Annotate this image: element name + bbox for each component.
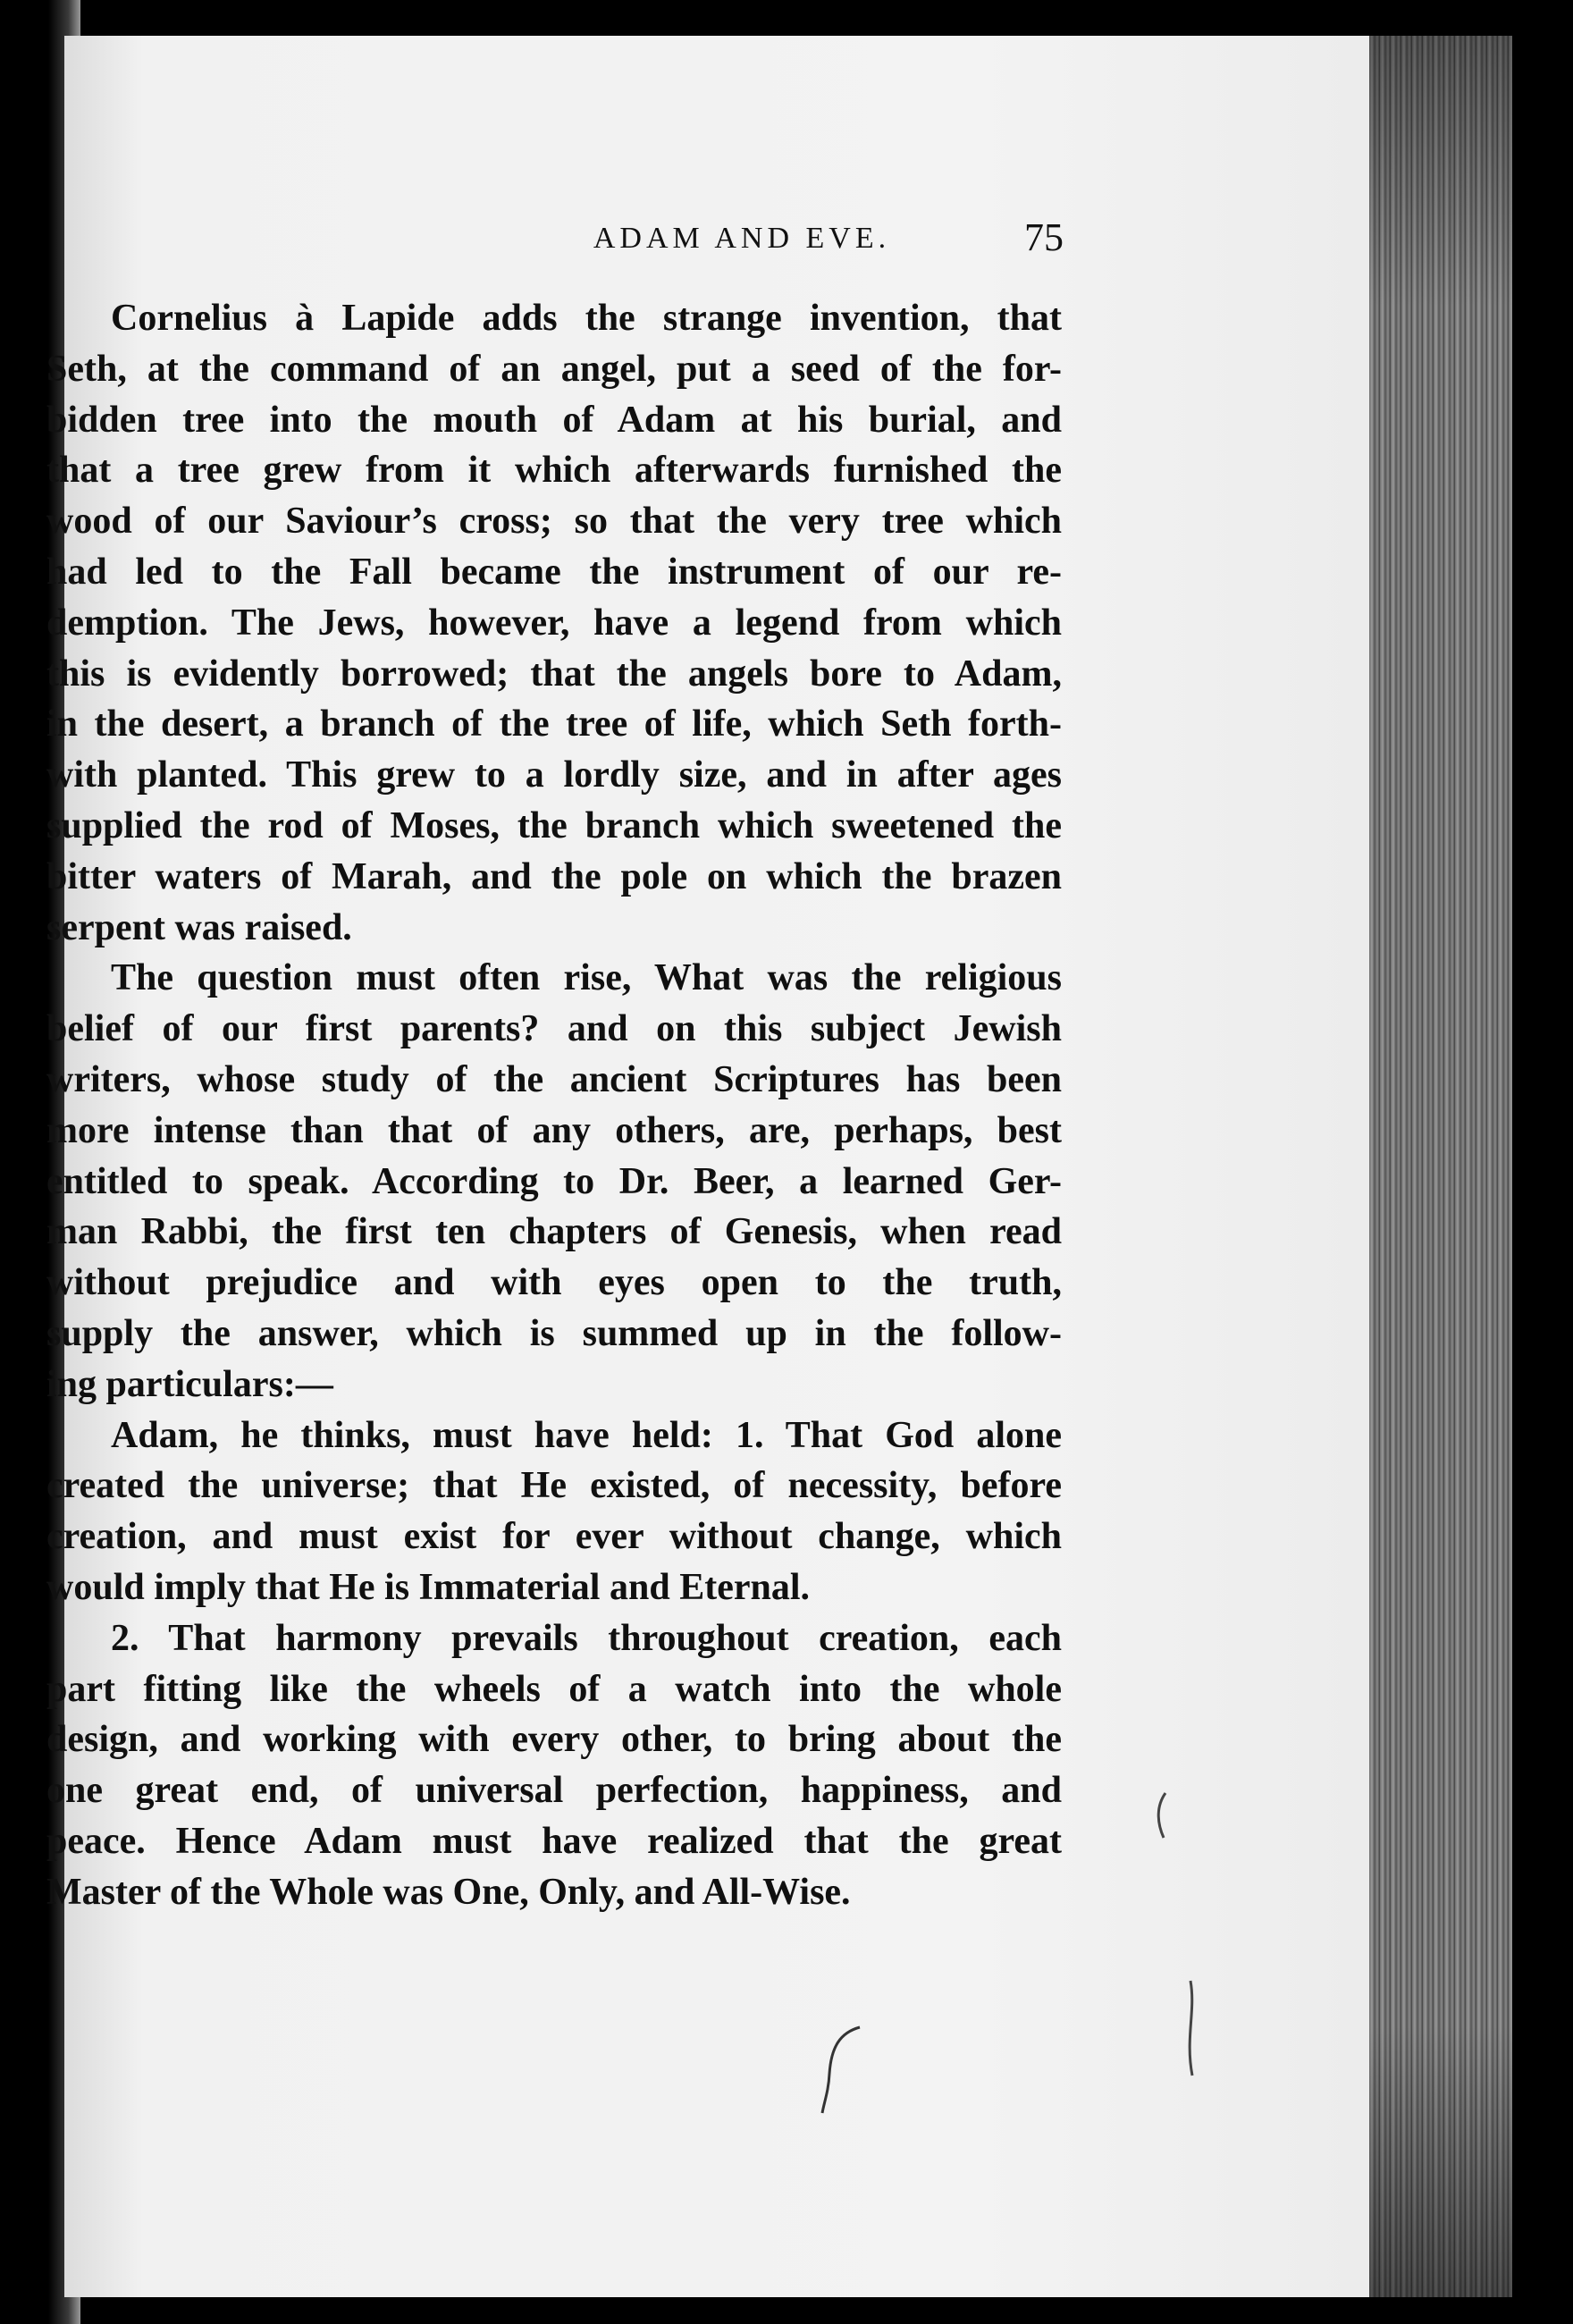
text-line: ing particulars:—: [46, 1363, 333, 1405]
text-line: supply the answer, which is summed up in the follow-: [46, 1312, 1062, 1354]
text-line: supplied the rod of Moses, the branch which sweetened the: [46, 804, 1062, 846]
page-number: 75: [1024, 215, 1064, 259]
text-line: had led to the Fall became the instrument of our re-: [46, 551, 1062, 593]
text-line: Master of the Whole was One, Only, and All-Wise.: [46, 1871, 851, 1913]
pencil-mark: [1149, 1788, 1176, 1850]
paragraph-4: [46, 1613, 1062, 1918]
pencil-mark: [1180, 1975, 1207, 2083]
running-header: ADAM AND EVE.: [593, 222, 891, 255]
text-line: belief of our first parents? and on this subject Jewish: [46, 1008, 1062, 1050]
paragraph-1: [46, 293, 1062, 953]
paragraph-2: [46, 953, 1062, 1410]
text-line: without prejudice and with eyes open to the truth,: [46, 1262, 1062, 1304]
text-line: man Rabbi, the first ten chapters of Genesis, when read: [46, 1211, 1062, 1253]
text-line: The question must often rise, What was the religious: [111, 957, 1062, 999]
text-line: one great end, of universal perfection, happiness, and: [46, 1770, 1062, 1812]
text-line: this is evidently borrowed; that the angels bore to Adam,: [46, 653, 1062, 695]
text-line: more intense than that of any others, are, perhaps, best: [46, 1109, 1062, 1151]
body-text: [46, 293, 1062, 1918]
text-line: entitled to speak. According to Dr. Beer, a learned Ger-: [46, 1160, 1062, 1202]
text-line: created the universe; that He existed, of necessity, before: [46, 1465, 1062, 1507]
ink-smudge-mark: [804, 2020, 876, 2118]
text-line: peace. Hence Adam must have realized that the great: [46, 1820, 1062, 1862]
text-line: bidden tree into the mouth of Adam at his burial, and: [46, 399, 1062, 441]
fore-edge-shade: [1369, 36, 1512, 2297]
text-line: serpent was raised.: [46, 906, 352, 948]
text-line: Cornelius à Lapide adds the strange invention, that: [111, 298, 1062, 339]
text-line: 2. That harmony prevails throughout creation, each: [111, 1617, 1062, 1659]
text-line: demption. The Jews, however, have a legend from which: [46, 602, 1062, 644]
text-line: design, and working with every other, to bring about the: [46, 1719, 1062, 1761]
text-line: Adam, he thinks, must have held: 1. That God alone: [111, 1414, 1062, 1456]
paragraph-3: [46, 1410, 1062, 1613]
text-line: Seth, at the command of an angel, put a seed of the for-: [46, 348, 1062, 390]
text-line: in the desert, a branch of the tree of life, which Seth forth-: [46, 703, 1062, 745]
text-line: creation, and must exist for ever without change, which: [46, 1516, 1062, 1558]
text-line: part fitting like the wheels of a watch into the whole: [46, 1668, 1062, 1710]
text-line: bitter waters of Marah, and the pole on which the brazen: [46, 855, 1062, 897]
text-line: wood of our Saviour’s cross; so that the very tree which: [46, 501, 1062, 543]
text-line: that a tree grew from it which afterwards furnished the: [46, 450, 1062, 492]
text-line: writers, whose study of the ancient Scriptures has been: [46, 1058, 1062, 1100]
text-line: would imply that He is Immaterial and Eternal.: [46, 1566, 811, 1608]
text-line: with planted. This grew to a lordly size, and in after ages: [46, 754, 1062, 796]
